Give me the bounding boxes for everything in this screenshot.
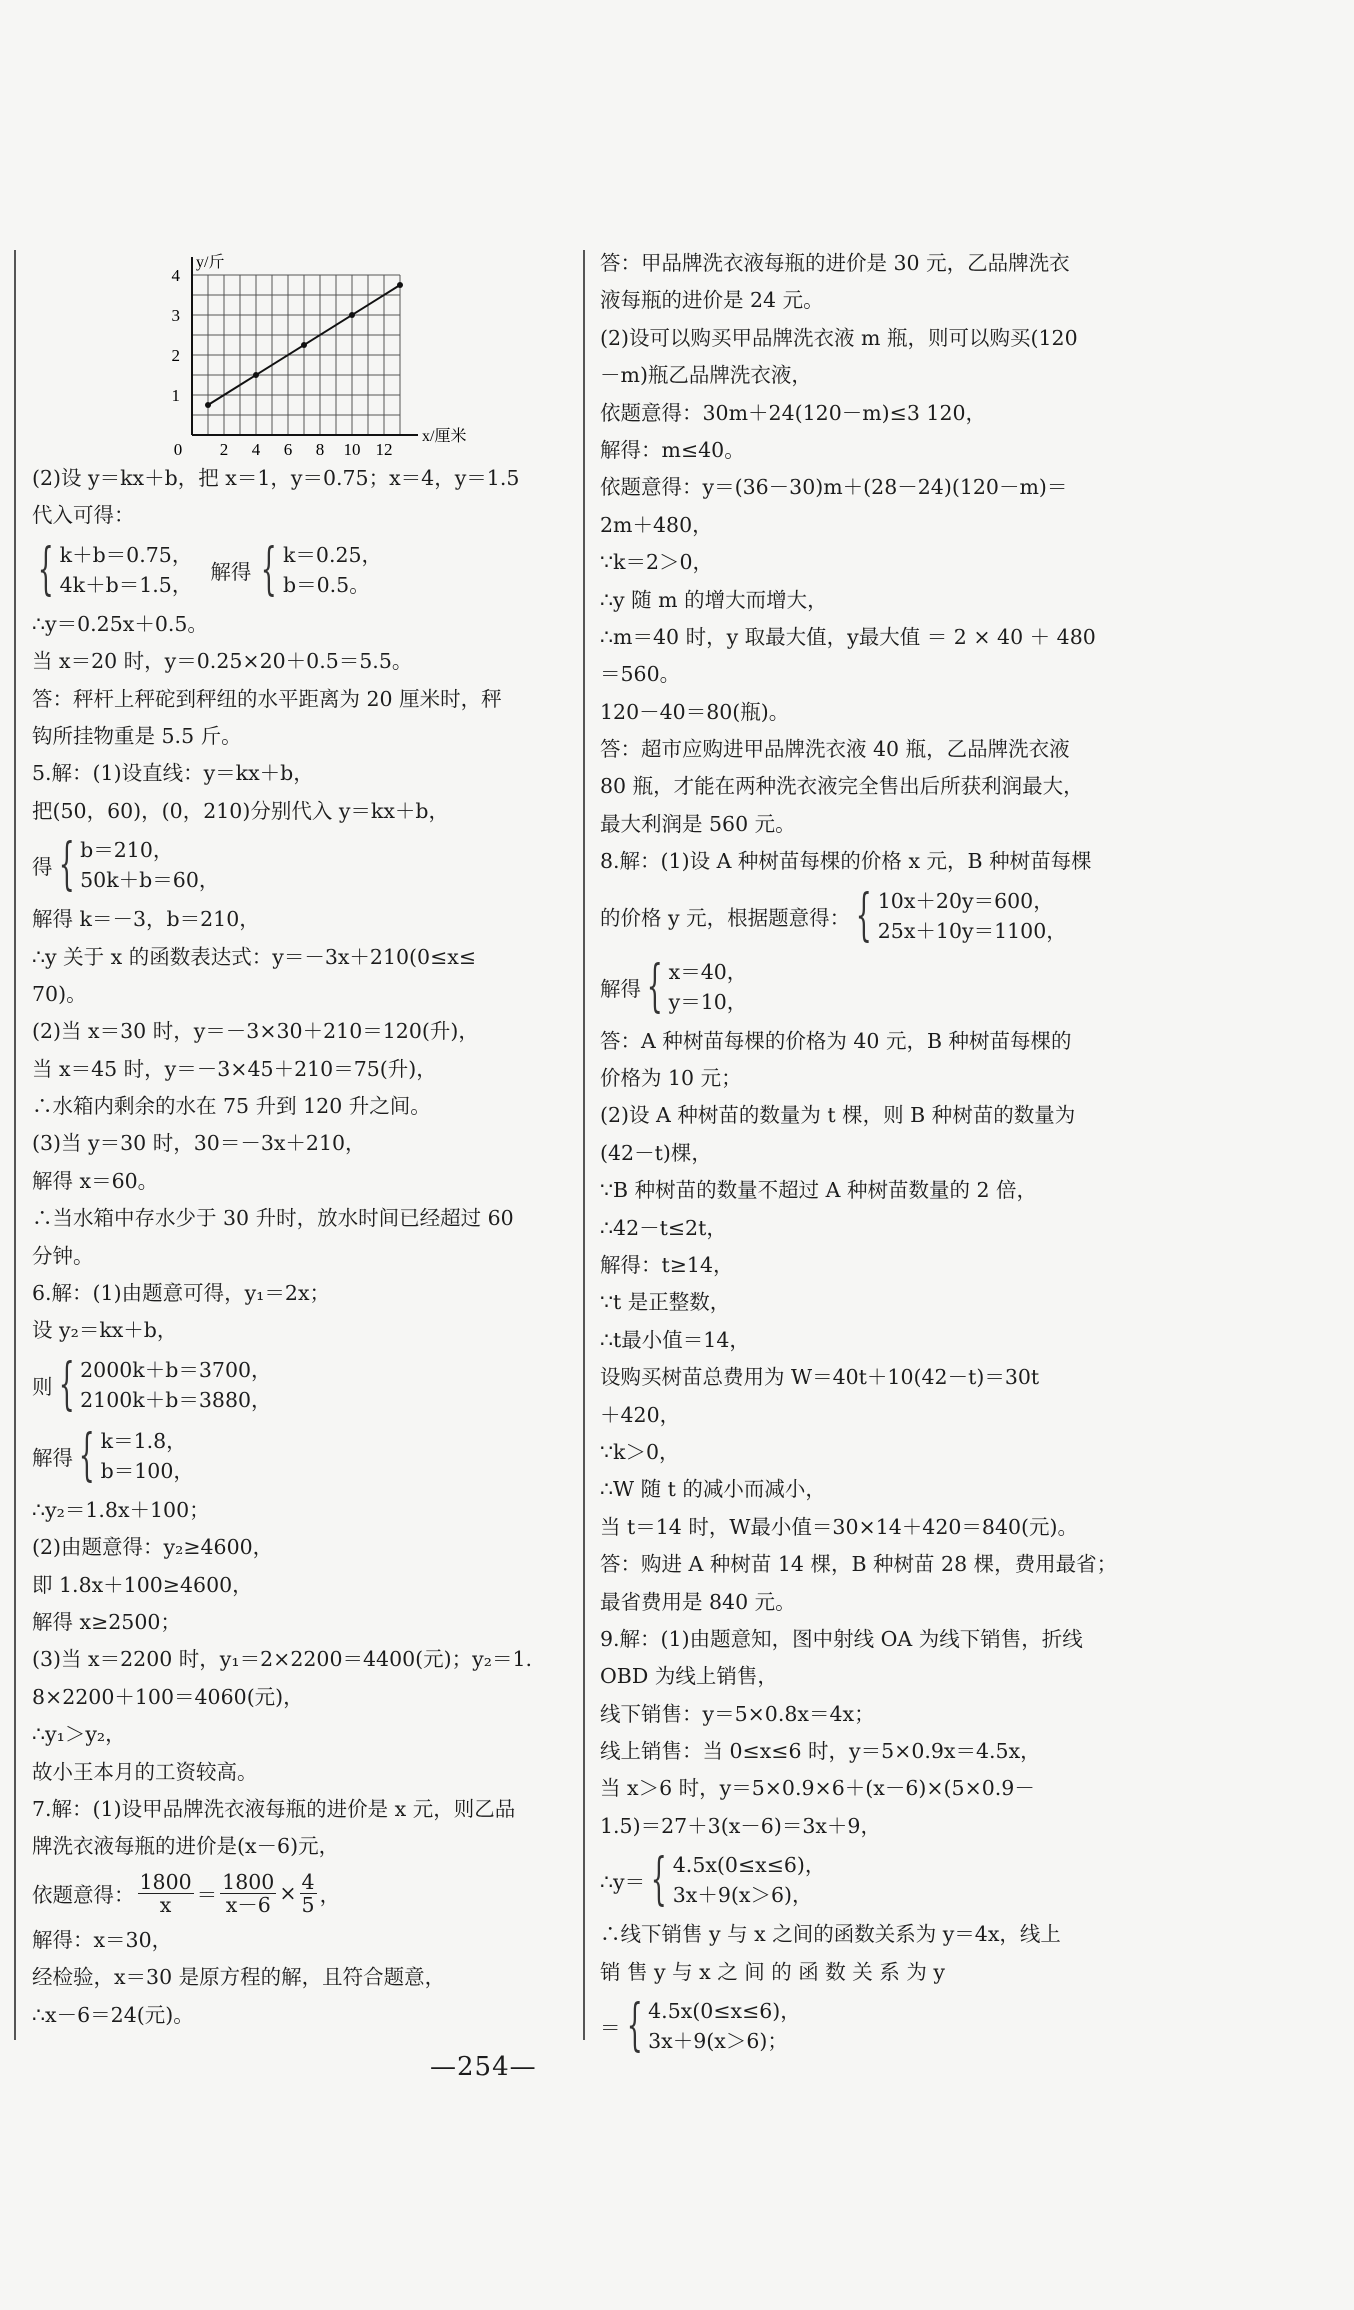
text-line: 8×2200＋100＝4060(元)， bbox=[32, 1684, 304, 1709]
y-tick-label: 2 bbox=[171, 346, 180, 365]
eq-label: 解得 bbox=[32, 1445, 73, 1470]
text-line: 钩所挂物重是 5.5 斤。 bbox=[32, 723, 242, 748]
eq-line: x＝40， bbox=[668, 959, 748, 984]
y-tick-label: 4 bbox=[171, 266, 180, 285]
text-line: ∴y₂＝1.8x＋100； bbox=[32, 1497, 210, 1522]
text-line: 解得：t≥14， bbox=[600, 1252, 734, 1277]
text-line: 6.解：(1)由题意可得，y₁＝2x； bbox=[32, 1281, 331, 1306]
x-tick-label: 4 bbox=[251, 440, 261, 455]
equation-system: 则 { 2000k＋b＝3700， 2100k＋b＝3880， bbox=[32, 1351, 272, 1417]
text-line: ∴线下销售 y 与 x 之间的函数关系为 y＝4x，线上 bbox=[600, 1922, 1061, 1947]
text-line: 依题意得：30m＋24(120－m)≤3 120， bbox=[600, 400, 987, 425]
text-line: 牌洗衣液每瓶的进价是(x－6)元， bbox=[32, 1834, 340, 1859]
fraction-denominator: x－6 bbox=[225, 1892, 271, 1917]
text-line: 答：购进 A 种树苗 14 棵，B 种树苗 28 棵，费用最省； bbox=[600, 1552, 1118, 1577]
text-line: ∴x－6＝24(元)。 bbox=[32, 2002, 194, 2027]
text-line: 1.5)＝27＋3(x－6)＝3x＋9， bbox=[600, 1813, 881, 1838]
text-line: 把(50，60)，(0，210)分别代入 y＝kx＋b， bbox=[32, 798, 450, 823]
text-line: (2)设可以购买甲品牌洗衣液 m 瓶，则可以购买(120 bbox=[600, 325, 1078, 350]
text-line: ＝560。 bbox=[600, 662, 681, 687]
text-line: (2)设 y＝kx＋b，把 x＝1，y＝0.75；x＝4，y＝1.5 bbox=[32, 466, 520, 490]
y-tick-label: 3 bbox=[171, 306, 180, 325]
eq-operator: ， bbox=[319, 1883, 341, 1908]
y-tick-label: 1 bbox=[171, 386, 180, 405]
x-axis-label: x/厘米 bbox=[422, 428, 467, 445]
eq-line: b＝210， bbox=[80, 838, 174, 863]
text-line: 解得：x＝30， bbox=[32, 1927, 173, 1952]
eq-line: y＝10， bbox=[668, 989, 748, 1014]
text-line: 当 x＝45 时，y＝－3×45＋210＝75(升)， bbox=[32, 1056, 437, 1081]
text-line: (42－t)棵， bbox=[600, 1140, 712, 1165]
text-line: 当 t＝14 时，W最小值＝30×14＋420＝840(元)。 bbox=[600, 1514, 1079, 1539]
eq-line: 50k＋b＝60， bbox=[80, 868, 220, 893]
text-line: 解得 x≥2500； bbox=[32, 1609, 181, 1634]
x-tick-label: 12 bbox=[375, 440, 393, 455]
x-tick-label: 8 bbox=[315, 440, 325, 455]
data-point bbox=[301, 342, 307, 348]
text-line: 最大利润是 560 元。 bbox=[600, 811, 796, 836]
left-column bbox=[32, 250, 572, 2039]
weight-distance-chart bbox=[152, 250, 572, 459]
text-line: ∴y 关于 x 的函数表达式：y＝－3x＋210(0≤x≤ bbox=[32, 944, 477, 969]
fraction-numerator: 1800 bbox=[222, 1869, 275, 1894]
data-point bbox=[397, 282, 403, 288]
text-line: 120－40＝80(瓶)。 bbox=[600, 699, 790, 724]
fraction-equation bbox=[32, 1871, 572, 1916]
text-line: 80 瓶，才能在两种洗衣液完全售出后所获利润最大， bbox=[600, 774, 1084, 799]
eq-line: 4.5x(0≤x≤6)， bbox=[672, 1853, 826, 1878]
text-line: ∵k＝2＞0， bbox=[600, 550, 714, 575]
eq-label: 依题意得： bbox=[32, 1883, 135, 1908]
text-line: ∴y₁＞y₂， bbox=[32, 1722, 126, 1747]
equation-system: ∴y＝ { 4.5x(0≤x≤6)， 3x＋9(x＞6)， bbox=[600, 1847, 826, 1913]
y-axis-label: y/斤 bbox=[196, 254, 225, 271]
equation-system: { k＋b＝0.75， 4k＋b＝1.5， 解得 { k＝0.25， b＝0.5。 bbox=[37, 536, 383, 602]
text-line: 2m＋480， bbox=[600, 512, 713, 537]
text-line: 答：甲品牌洗衣液每瓶的进价是 30 元，乙品牌洗衣 bbox=[600, 251, 1070, 275]
eq-line: 10x＋20y＝600， bbox=[877, 888, 1054, 913]
text-line: 最省费用是 840 元。 bbox=[600, 1589, 796, 1614]
right-column bbox=[600, 250, 1120, 2067]
eq-line: k＋b＝0.75， bbox=[59, 542, 193, 567]
eq-line: k＝1.8， bbox=[100, 1428, 187, 1453]
eq-operator: ＝ bbox=[196, 1883, 218, 1908]
text-line: 即 1.8x＋100≥4600， bbox=[32, 1572, 253, 1597]
text-line: 解得 x＝60。 bbox=[32, 1168, 159, 1193]
text-line: 5.解：(1)设直线：y＝kx＋b， bbox=[32, 761, 314, 786]
text-line: ∵t 是正整数， bbox=[600, 1290, 731, 1315]
text-line: 价格为 10 元； bbox=[600, 1066, 742, 1091]
text-line: 依题意得：y＝(36－30)m＋(28－24)(120－m)＝ bbox=[600, 475, 1068, 500]
fraction-denominator: 5 bbox=[301, 1892, 315, 1917]
equation-system: 解得 { k＝1.8， b＝100， bbox=[32, 1422, 194, 1488]
text-line: 液每瓶的进价是 24 元。 bbox=[600, 288, 824, 313]
text-line: 答：A 种树苗每棵的价格为 40 元，B 种树苗每棵的 bbox=[600, 1028, 1072, 1053]
eq-line: 2000k＋b＝3700， bbox=[80, 1357, 272, 1382]
eq-label: 的价格 y 元，根据题意得： bbox=[600, 905, 851, 930]
eq-line: 4k＋b＝1.5， bbox=[59, 572, 193, 597]
eq-label: ∴y＝ bbox=[600, 1870, 646, 1895]
text-line: (2)设 A 种树苗的数量为 t 棵，则 B 种树苗的数量为 bbox=[600, 1103, 1076, 1128]
fraction-numerator: 4 bbox=[301, 1869, 315, 1894]
eq-line: 25x＋10y＝1100， bbox=[877, 918, 1067, 943]
equation-system: 得 { b＝210， 50k＋b＝60， bbox=[32, 832, 220, 898]
x-tick-label: 6 bbox=[283, 440, 293, 455]
eq-label: 解得 bbox=[210, 559, 252, 584]
equation-system: ＝ { 4.5x(0≤x≤6)， 3x＋9(x＞6)； bbox=[600, 1993, 801, 2059]
x-tick-label: 2 bbox=[219, 440, 229, 455]
text-line: (3)当 x＝2200 时，y₁＝2×2200＝4400(元)；y₂＝1. bbox=[32, 1647, 533, 1672]
text-line: ∴y＝0.25x＋0.5。 bbox=[32, 611, 208, 636]
text-line: 经检验，x＝30 是原方程的解，且符合题意， bbox=[32, 1965, 446, 1990]
text-line: 答：秤杆上秤砣到秤纽的水平距离为 20 厘米时，秤 bbox=[32, 686, 502, 711]
text-line: ∵B 种树苗的数量不超过 A 种树苗数量的 2 倍， bbox=[600, 1178, 1038, 1203]
eq-label: 解得 bbox=[600, 976, 641, 1001]
page-number: —254— bbox=[430, 2052, 537, 2082]
text-line: －m)瓶乙品牌洗衣液， bbox=[600, 363, 812, 388]
text-line: 当 x＝20 时，y＝0.25×20＋0.5＝5.5。 bbox=[32, 649, 413, 674]
x-tick-label: 0 bbox=[173, 440, 183, 455]
text-line: ∵k＞0， bbox=[600, 1439, 680, 1464]
text-line: 7.解：(1)设甲品牌洗衣液每瓶的进价是 x 元，则乙品 bbox=[32, 1796, 516, 1821]
text-line: ∴当水箱中存水少于 30 升时，放水时间已经超过 60 bbox=[32, 1206, 514, 1231]
text-line: 9.解：(1)由题意知，图中射线 OA 为线下销售，折线 bbox=[600, 1626, 1083, 1651]
eq-label: ＝ bbox=[600, 2016, 621, 2041]
text-line: 代入可得： bbox=[32, 503, 135, 528]
equation-system: 解得 { x＝40， y＝10， bbox=[600, 953, 748, 1019]
eq-line: k＝0.25， bbox=[282, 542, 383, 567]
left-margin-rule bbox=[14, 250, 16, 2040]
text-line: 设购买树苗总费用为 W＝40t＋10(42－t)＝30t bbox=[600, 1365, 1040, 1390]
text-line: (2)当 x＝30 时，y＝－3×30＋210＝120(升)， bbox=[32, 1019, 479, 1044]
eq-label: 得 bbox=[32, 855, 53, 880]
eq-line: 2100k＋b＝3880， bbox=[80, 1387, 272, 1412]
chart-svg bbox=[152, 250, 482, 455]
text-line: 故小王本月的工资较高。 bbox=[32, 1759, 258, 1784]
text-line: (2)由题意得：y₂≥4600， bbox=[32, 1535, 274, 1560]
text-line: ∴42－t≤2t， bbox=[600, 1215, 727, 1240]
text-line: 答：超市应购进甲品牌洗衣液 40 瓶，乙品牌洗衣液 bbox=[600, 737, 1070, 762]
x-tick-label: 10 bbox=[343, 440, 361, 455]
eq-line: b＝100， bbox=[100, 1458, 194, 1483]
eq-operator: × bbox=[279, 1881, 297, 1906]
text-line: 分钟。 bbox=[32, 1243, 94, 1268]
text-line: ∴W 随 t 的减小而减小， bbox=[600, 1477, 826, 1502]
eq-label: 则 bbox=[32, 1374, 53, 1399]
eq-line: b＝0.5。 bbox=[282, 572, 370, 597]
text-line: 解得 k＝－3，b＝210， bbox=[32, 907, 260, 932]
eq-line: 3x＋9(x＞6)， bbox=[672, 1883, 813, 1908]
text-line: ∴y 随 m 的增大而增大， bbox=[600, 587, 828, 612]
column-divider-rule bbox=[583, 250, 585, 2040]
text-line: 当 x＞6 时，y＝5×0.9×6＋(x－6)×(5×0.9－ bbox=[600, 1776, 1035, 1801]
fraction-numerator: 1800 bbox=[139, 1869, 192, 1894]
data-point bbox=[253, 372, 259, 378]
eq-line: 3x＋9(x＞6)； bbox=[648, 2029, 788, 2054]
data-point bbox=[205, 402, 211, 408]
text-line: 70)。 bbox=[32, 981, 87, 1006]
text-line: ＋420， bbox=[600, 1402, 681, 1427]
text-line: 线下销售：y＝5×0.8x＝4x； bbox=[600, 1701, 875, 1726]
equation-system: 的价格 y 元，根据题意得： { 10x＋20y＝600， 25x＋10y＝1100， bbox=[600, 882, 1067, 948]
data-point bbox=[349, 312, 355, 318]
fraction-denominator: x bbox=[159, 1892, 172, 1917]
text-line: 8.解：(1)设 A 种树苗每棵的价格 x 元，B 种树苗每棵 bbox=[600, 849, 1092, 874]
text-line: 设 y₂＝kx＋b， bbox=[32, 1318, 178, 1343]
text-line: OBD 为线上销售， bbox=[600, 1664, 778, 1689]
text-line: 线上销售：当 0≤x≤6 时，y＝5×0.9x＝4.5x， bbox=[600, 1739, 1041, 1764]
text-line: 解得：m≤40。 bbox=[600, 437, 745, 462]
eq-line: 4.5x(0≤x≤6)， bbox=[648, 1999, 801, 2024]
text-line: 销 售 y 与 x 之 间 的 函 数 关 系 为 y bbox=[600, 1959, 945, 1984]
text-line: (3)当 y＝30 时，30＝－3x＋210， bbox=[32, 1131, 366, 1156]
text-line: ∴m＝40 时，y 取最大值，y最大值 ＝ 2 × 40 ＋ 480 bbox=[600, 624, 1096, 649]
text-line: ∴t最小值＝14， bbox=[600, 1327, 750, 1352]
text-line: ∴水箱内剩余的水在 75 升到 120 升之间。 bbox=[32, 1094, 431, 1119]
